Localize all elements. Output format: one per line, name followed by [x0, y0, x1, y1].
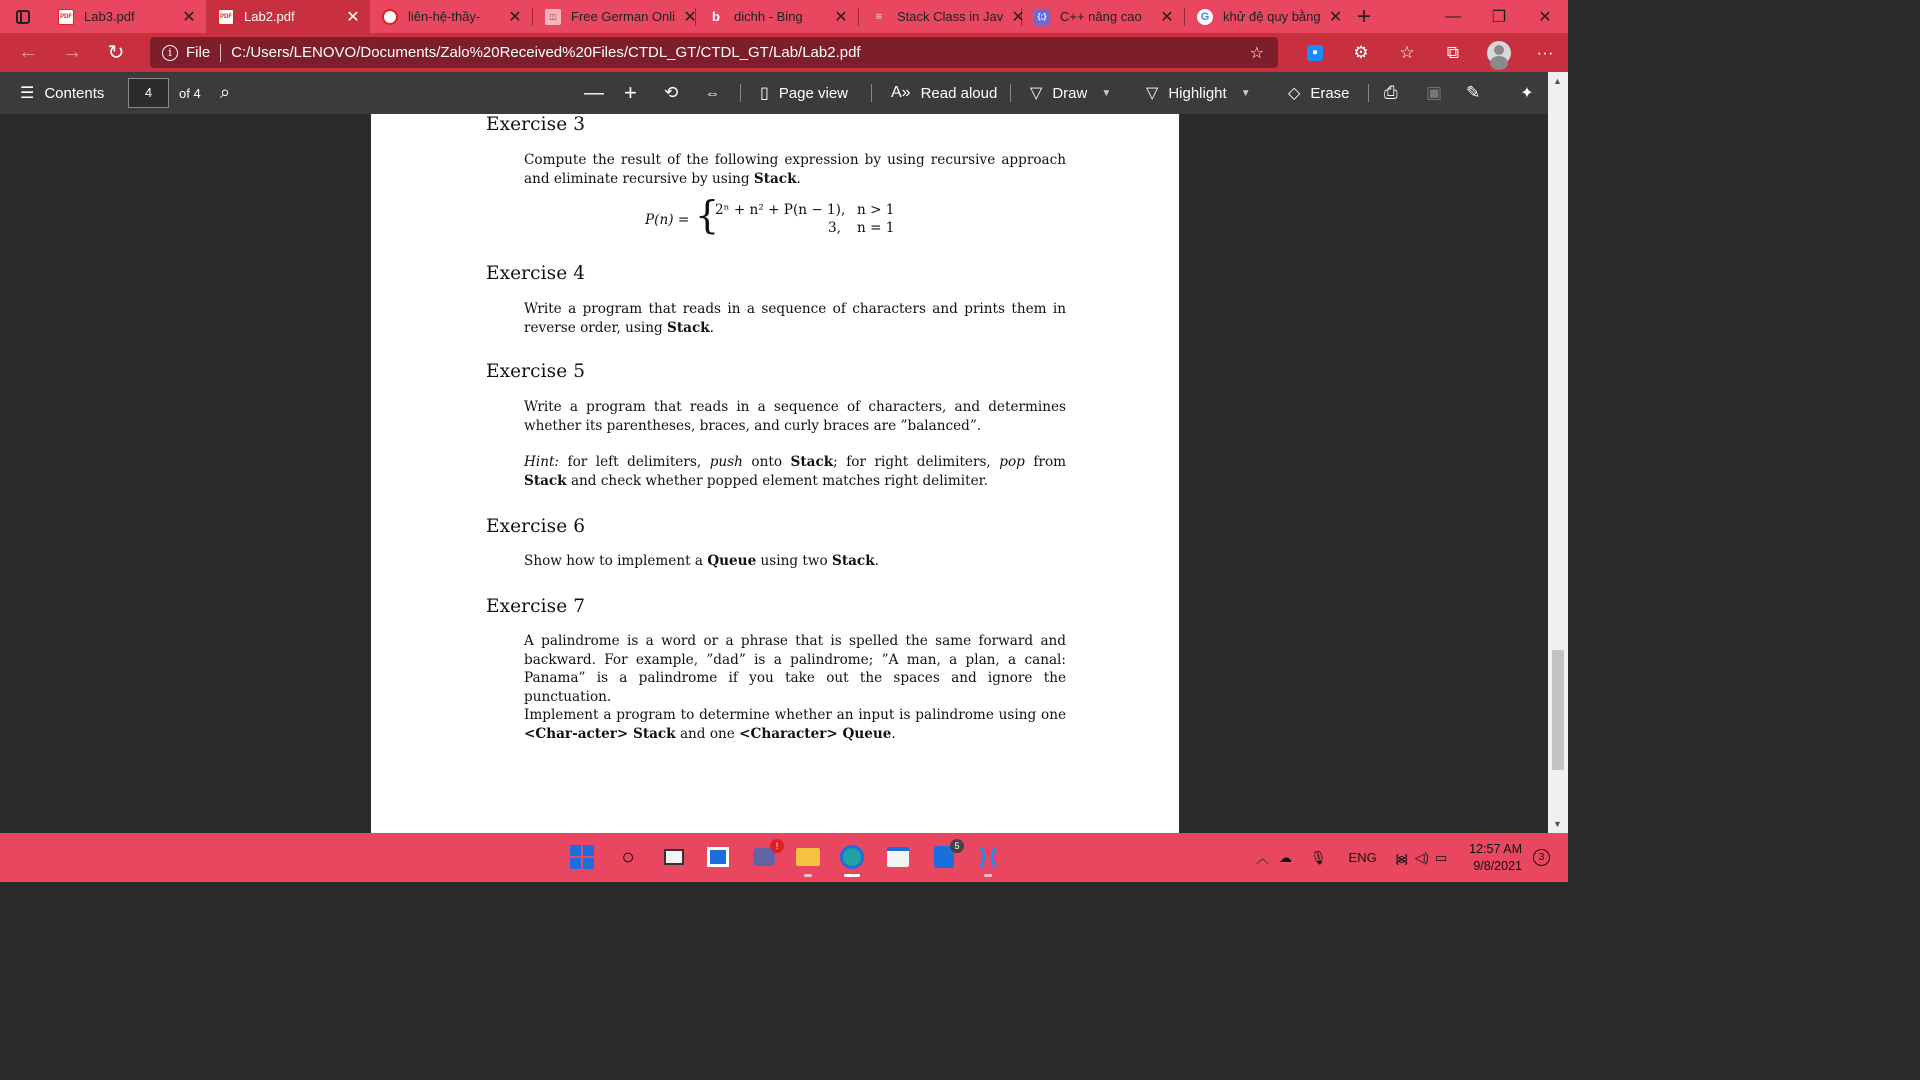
close-tab-icon[interactable]: ✕	[182, 8, 196, 26]
refresh-button[interactable]: ↻	[107, 42, 125, 64]
draw-button[interactable]	[1030, 72, 1111, 114]
formula-lhs: P(n) =	[645, 212, 690, 228]
tab-strip	[0, 0, 1568, 33]
tab-title: Lab3.pdf	[84, 9, 135, 24]
draw-label: Draw	[1052, 84, 1088, 102]
language-indicator[interactable]: ENG	[1348, 850, 1377, 865]
tab-cpp[interactable]	[1022, 0, 1184, 33]
restore-icon[interactable]: ❐	[1491, 8, 1507, 26]
puzzle-icon: ⚙	[1353, 42, 1369, 62]
exercise-5-hint: Hint: for left delimiters, push onto Stack; for right delimiters, pop from Stack and check whether popped element matches right delimiter.	[524, 454, 1067, 489]
tab-actions-icon	[16, 10, 30, 24]
exercise-6-text: Show how to implement a Queue using two Stack.	[524, 553, 879, 569]
new-tab-button[interactable]: +	[1356, 2, 1371, 30]
app-button[interactable]	[930, 843, 958, 871]
exercise-5-heading: Exercise 5	[486, 361, 586, 382]
record-icon	[382, 9, 398, 25]
page-view-button[interactable]	[760, 72, 848, 114]
minimize-icon[interactable]: —	[1445, 7, 1461, 25]
exercise-4-heading: Exercise 4	[486, 263, 586, 284]
edge-icon	[840, 845, 864, 869]
list-icon: ☰	[20, 85, 35, 102]
chevron-down-icon[interactable]: ▼	[1240, 87, 1251, 99]
tab-title: C++ nâng cao	[1060, 9, 1142, 24]
chevron-up-icon[interactable]: ︿	[1256, 851, 1270, 866]
tab-stack-class[interactable]	[859, 0, 1025, 33]
collections-icon: ⧉	[1446, 42, 1460, 62]
volume-icon[interactable]: ◁)	[1414, 849, 1429, 865]
vertical-scrollbar[interactable]	[1548, 72, 1568, 833]
exercise-3-heading: Exercise 3	[486, 114, 586, 135]
exercise-3-text: Compute the result of the following expression by using recursive approach and eliminate recursive by using Stack.	[524, 152, 1066, 187]
tab-lien-he[interactable]	[370, 0, 532, 33]
favorites-icon: ☆	[1399, 42, 1415, 62]
recursive-formula	[645, 193, 905, 240]
scroll-down-icon[interactable]: ▼	[1553, 819, 1562, 829]
clock-date: 9/8/2021	[1473, 859, 1522, 873]
page-view-label: Page view	[778, 84, 849, 102]
close-tab-icon[interactable]: ✕	[683, 8, 697, 26]
tab-bing[interactable]	[696, 0, 858, 33]
vscode-icon: ⟩⟨	[977, 844, 999, 869]
page-view-icon: ▯	[760, 85, 769, 102]
add-favorite-icon[interactable]: ☆	[1249, 45, 1264, 62]
pdf-icon: PDF	[218, 9, 234, 25]
pin-icon: ✦	[1520, 85, 1534, 102]
tab-title: Free German Onli	[571, 9, 676, 24]
back-button[interactable]: ←	[18, 41, 38, 63]
save-as-button[interactable]	[1466, 72, 1480, 114]
tab-google[interactable]	[1185, 0, 1347, 33]
close-tab-icon[interactable]: ✕	[834, 8, 848, 26]
search-icon: ○	[621, 844, 635, 869]
edge-button[interactable]	[838, 843, 866, 871]
close-tab-icon[interactable]: ✕	[1011, 8, 1025, 26]
collections-button[interactable]	[1430, 33, 1476, 72]
highlight-label: Highlight	[1168, 84, 1227, 102]
zoom-in-button[interactable]	[624, 72, 637, 114]
bing-icon: b	[712, 9, 720, 24]
browser-actions	[1292, 33, 1568, 72]
eraser-icon: ◇	[1288, 85, 1301, 102]
system-tray	[1256, 833, 1447, 882]
scroll-up-icon[interactable]: ▲	[1553, 76, 1562, 86]
highlight-button[interactable]	[1146, 72, 1251, 114]
read-aloud-button[interactable]	[891, 72, 997, 114]
vscode-button[interactable]	[974, 843, 1002, 871]
extensions-button[interactable]	[1338, 33, 1384, 72]
app-badge: 5	[950, 839, 964, 853]
start-button[interactable]	[568, 843, 596, 871]
toolbar-divider	[1368, 84, 1369, 102]
close-tab-icon[interactable]: ✕	[508, 8, 522, 26]
window-controls	[1430, 0, 1568, 33]
scheme-label: File	[186, 44, 211, 61]
pdf-page	[371, 114, 1179, 833]
running-indicator	[984, 874, 992, 877]
windows-icon	[570, 845, 594, 869]
contents-button[interactable]	[20, 83, 104, 103]
exercise-7-text: A palindrome is a word or a phrase that is spelled the same forward and backward. For example, ”dad” is a palindrome; ”A man, a plan, a canal: Panama” is a palindrome if you take out the spaces and ignore the punctuation. Implement a program to determine whether an input is palindrome using one <Char-acter> Stack and one <Character> Queue.	[524, 633, 1066, 742]
info-icon[interactable]: i	[162, 45, 178, 61]
task-view-icon	[664, 849, 684, 865]
tab-title: dichh - Bing	[734, 9, 803, 24]
tab-title: khử đệ quy bằng	[1223, 9, 1321, 24]
tab-title: Lab2.pdf	[244, 9, 295, 24]
battery-icon[interactable]: ▭	[1434, 849, 1448, 865]
google-icon: G	[1197, 9, 1213, 25]
formula-case-1: 2ⁿ + n² + P(n − 1), n > 1	[715, 202, 895, 218]
tab-title: liên-hệ-thầy-	[408, 9, 481, 24]
close-window-icon[interactable]: ✕	[1538, 8, 1552, 26]
taskbar	[0, 833, 1568, 882]
page-number-input[interactable]: 4	[128, 78, 169, 108]
scrollbar-thumb[interactable]	[1552, 650, 1564, 770]
save-as-icon: ✎	[1466, 83, 1481, 102]
erase-label: Erase	[1310, 84, 1350, 102]
onedrive-icon[interactable]: ☁	[1279, 849, 1293, 865]
exercise-7-heading: Exercise 7	[486, 596, 586, 617]
close-tab-icon[interactable]: ✕	[346, 8, 360, 26]
print-button[interactable]	[1384, 72, 1398, 114]
avatar	[1487, 41, 1511, 65]
favorites-button[interactable]	[1384, 33, 1430, 72]
wifi-icon[interactable]: ᯼	[1394, 850, 1409, 866]
formula-brace: {	[695, 193, 720, 237]
store-button[interactable]	[884, 843, 912, 871]
toolbar-divider	[871, 84, 872, 102]
file-explorer-button[interactable]	[794, 843, 822, 871]
chevron-down-icon[interactable]: ▼	[1101, 87, 1112, 99]
tab-actions-button[interactable]	[0, 0, 46, 33]
site-icon: ◫	[545, 9, 561, 25]
plus-icon: +	[624, 80, 637, 105]
exercise-5-text: Write a program that reads in a sequence of characters, and determines whether its parentheses, braces, and curly braces are ”balanced”.	[524, 399, 1066, 434]
pdf-icon: PDF	[58, 9, 74, 25]
code-icon: {;}	[1034, 9, 1050, 25]
drop-icon: ●	[1307, 45, 1323, 61]
store-icon	[887, 847, 909, 867]
close-tab-icon[interactable]: ✕	[1328, 8, 1343, 26]
clock-time: 12:57 AM	[1469, 842, 1522, 856]
fit-width-button[interactable]	[705, 72, 720, 114]
running-indicator	[804, 874, 812, 877]
pin-toolbar-button[interactable]	[1506, 72, 1548, 114]
teams-chat-button[interactable]	[750, 843, 778, 871]
exercise-4-text: Write a program that reads in a sequence of characters and prints them in reverse order, using Stack.	[524, 301, 1066, 336]
site-icon: ≋	[875, 11, 883, 21]
task-view-button[interactable]	[660, 843, 688, 871]
save-button[interactable]	[1426, 72, 1442, 114]
toolbar-divider	[740, 84, 741, 102]
read-aloud-label: Read aloud	[920, 84, 998, 102]
forward-button[interactable]: →	[62, 41, 82, 63]
contents-label: Contents	[44, 84, 105, 102]
zoom-out-button[interactable]	[584, 72, 604, 114]
fit-icon: ⇔	[705, 84, 720, 102]
close-tab-icon[interactable]: ✕	[1160, 8, 1174, 26]
tab-title: Stack Class in Jav	[897, 9, 1004, 24]
url-text[interactable]: C:/Users/LENOVO/Documents/Zalo%20Received%20Files/CTDL_GT/CTDL_GT/Lab/Lab2.pdf	[231, 44, 861, 61]
tab-lab3[interactable]	[46, 0, 206, 33]
folder-icon	[796, 848, 820, 866]
active-indicator	[844, 874, 860, 877]
more-icon: ···	[1536, 42, 1554, 62]
page-total: of 4	[179, 86, 201, 101]
profile-button[interactable]	[1476, 33, 1522, 72]
formula-case-2: 3, n = 1	[828, 220, 895, 236]
tab-free-german[interactable]	[533, 0, 695, 33]
rotate-button[interactable]	[664, 72, 678, 114]
omnibox[interactable]	[150, 37, 1278, 68]
read-aloud-icon: A»	[891, 84, 911, 101]
highlight-icon: ▽	[1146, 85, 1159, 102]
minus-icon: —	[584, 81, 604, 104]
exercise-6-heading: Exercise 6	[486, 516, 586, 537]
notification-badge[interactable]: 3	[1533, 849, 1550, 866]
tab-lab2[interactable]	[206, 0, 370, 33]
settings-more-button[interactable]	[1522, 33, 1568, 72]
teams-badge: !	[770, 839, 784, 853]
address-bar	[0, 33, 1568, 72]
clock[interactable]	[1469, 841, 1522, 875]
widgets-icon	[707, 847, 729, 867]
erase-button[interactable]	[1288, 72, 1350, 114]
rotate-icon: ⟲	[664, 83, 679, 102]
widgets-button[interactable]	[704, 843, 732, 871]
microphone-icon[interactable]: 🎙	[1310, 849, 1327, 865]
pdf-viewer[interactable]	[0, 114, 1548, 833]
draw-icon: ▽	[1030, 85, 1043, 102]
extension-drop-button[interactable]	[1292, 33, 1338, 72]
omnibox-divider	[220, 44, 221, 62]
toolbar-divider	[1010, 84, 1011, 102]
search-icon[interactable]: ⌕	[220, 82, 231, 102]
search-taskbar-button[interactable]	[614, 843, 642, 871]
print-icon: ⎙	[1384, 83, 1398, 102]
save-icon: ▣	[1426, 83, 1443, 102]
